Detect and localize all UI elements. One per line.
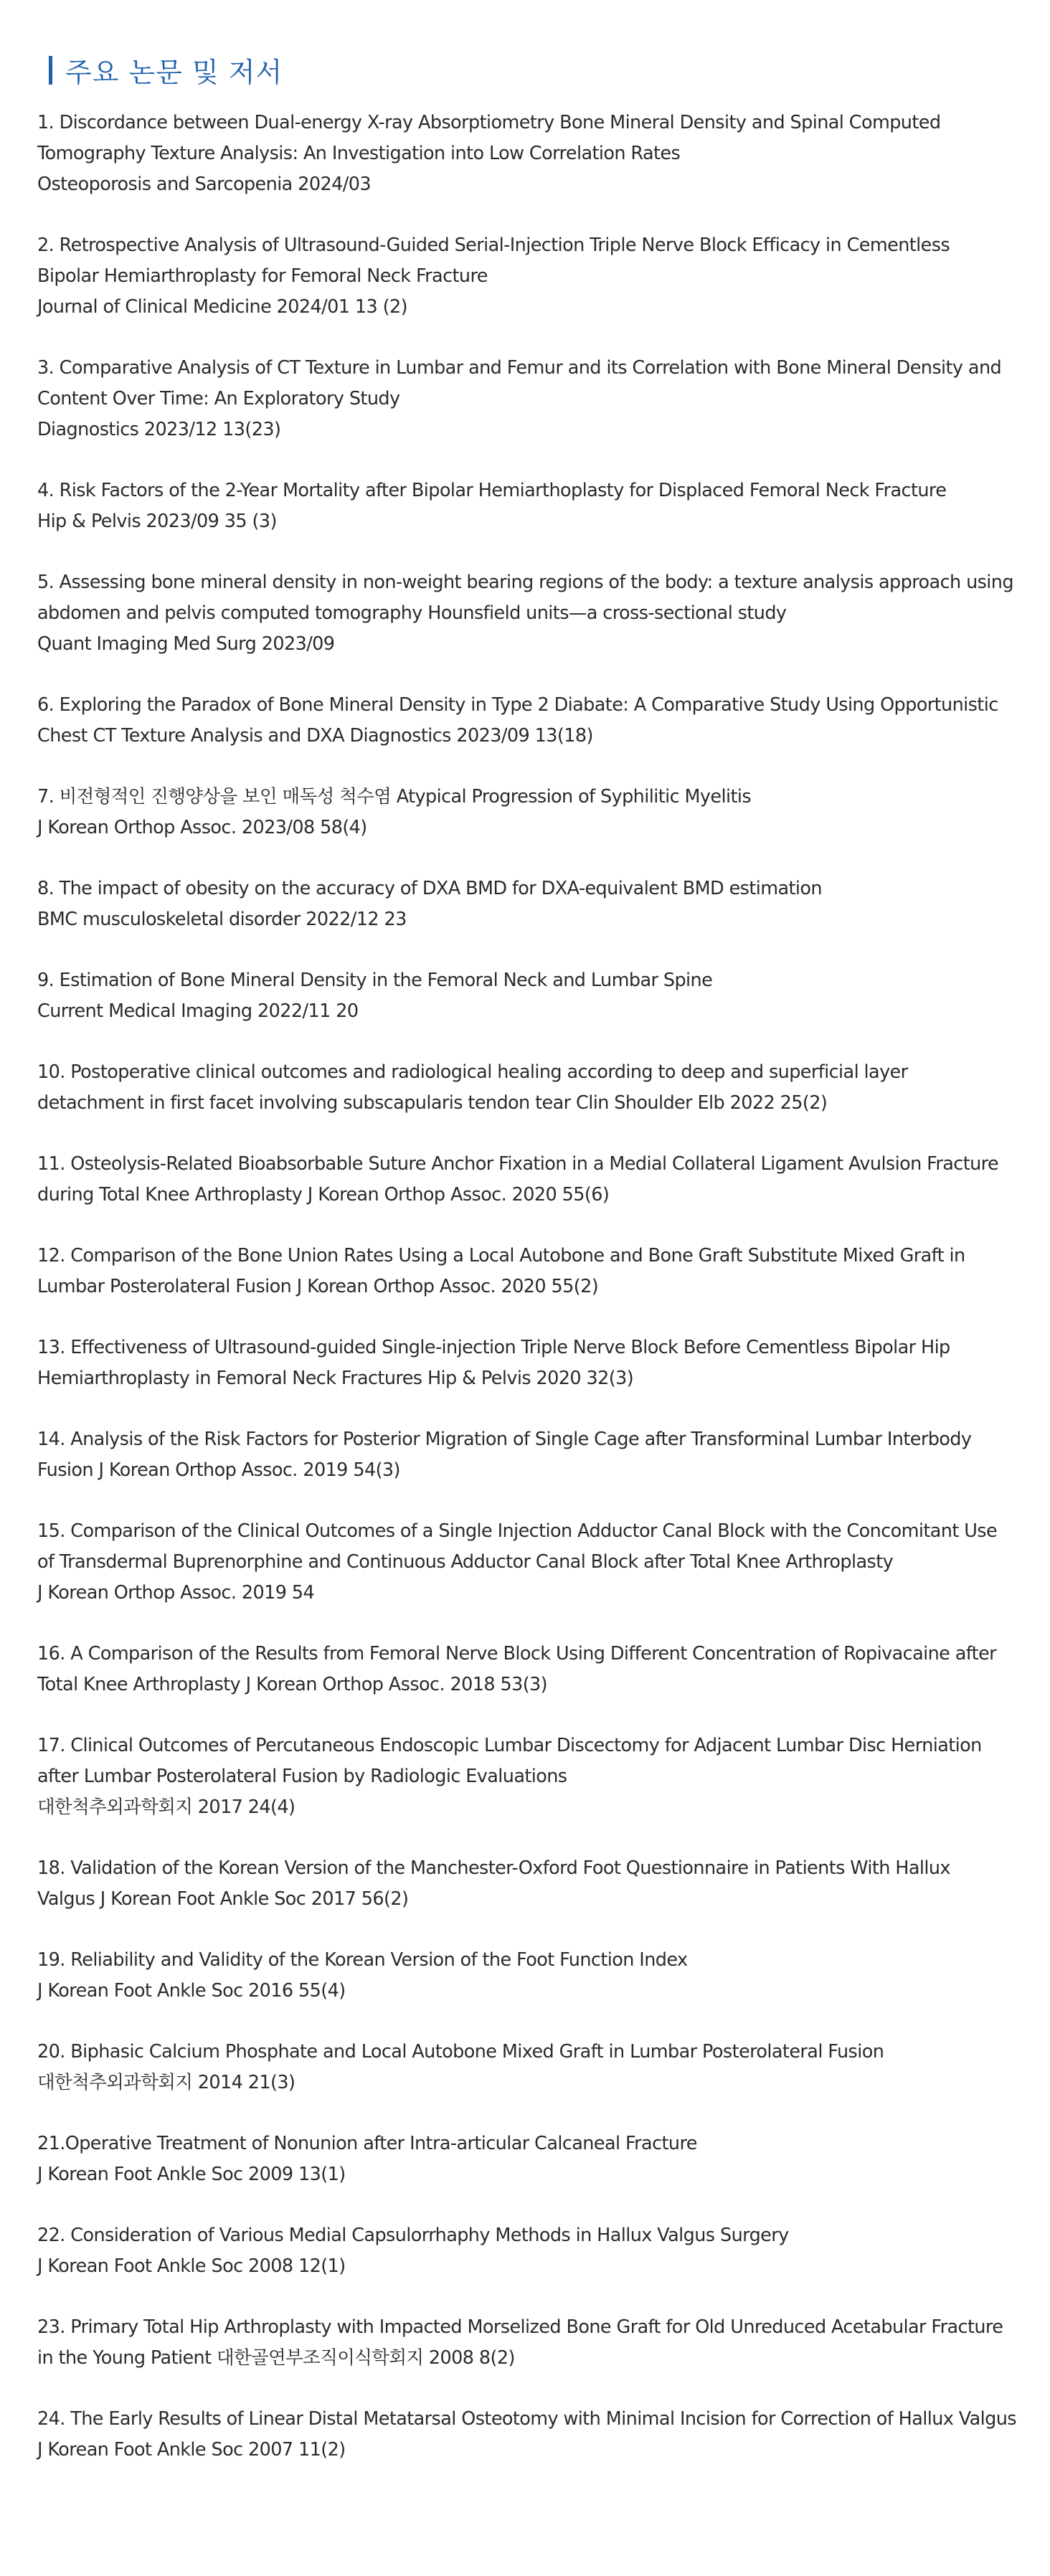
publication-line: 2. Retrospective Analysis of Ultrasound-Guided Serial-Injection Triple Nerve Block Efficacy in Cementless xyxy=(37,235,950,256)
publication-line: Tomography Texture Analysis: An Investigation into Low Correlation Rates xyxy=(37,143,681,164)
publication-item xyxy=(37,1516,1041,1609)
publication-line: BMC musculoskeletal disorder 2022/12 23 xyxy=(37,909,407,930)
publication-line: 12. Comparison of the Bone Union Rates Using a Local Autobone and Bone Graft Substitute Mixed Graft in xyxy=(37,1245,965,1266)
publication-item xyxy=(37,1424,1041,1486)
publication-line: Osteoporosis and Sarcopenia 2024/03 xyxy=(37,174,371,195)
publication-line: 15. Comparison of the Clinical Outcomes of a Single Injection Adductor Canal Block with the Concomitant Use xyxy=(37,1520,998,1542)
publication-list xyxy=(37,108,1041,2496)
publication-line: 3. Comparative Analysis of CT Texture in Lumbar and Femur and its Correlation with Bone Mineral Density and xyxy=(37,357,1002,379)
publication-line: 대한척추외과학회지 2014 21(3) xyxy=(37,2072,295,2093)
publication-item xyxy=(37,108,1041,200)
publication-line: during Total Knee Arthroplasty J Korean Orthop Assoc. 2020 55(6) xyxy=(37,1184,610,1206)
publication-line: 24. The Early Results of Linear Distal Metatarsal Osteotomy with Minimal Incision for Correction of Hallux Valgus xyxy=(37,2408,1016,2430)
publication-line: 23. Primary Total Hip Arthroplasty with Impacted Morselized Bone Graft for Old Unreduced Acetabular Fracture xyxy=(37,2316,1003,2338)
publication-item xyxy=(37,690,1041,752)
publication-item xyxy=(37,2404,1041,2466)
publication-line: abdomen and pelvis computed tomography Hounsfield units—a cross-sectional study xyxy=(37,602,787,624)
publication-line: 7. 비전형적인 진행양상을 보인 매독성 척수염 Atypical Progression of Syphilitic Myelitis xyxy=(37,786,752,808)
publication-line: 16. A Comparison of the Results from Femoral Nerve Block Using Different Concentration of Ropivacaine after xyxy=(37,1643,997,1665)
publication-line: detachment in first facet involving subscapularis tendon tear Clin Shoulder Elb 2022 25(2) xyxy=(37,1092,828,1114)
publication-line: Bipolar Hemiarthroplasty for Femoral Neck Fracture xyxy=(37,265,488,287)
publication-line: 4. Risk Factors of the 2-Year Mortality after Bipolar Hemiarthoplasty for Displaced Femoral Neck Fracture xyxy=(37,480,947,501)
publication-item xyxy=(37,1639,1041,1700)
publication-line: J Korean Foot Ankle Soc 2009 13(1) xyxy=(37,2164,346,2185)
publication-item xyxy=(37,2312,1041,2374)
publication-line: 14. Analysis of the Risk Factors for Posterior Migration of Single Cage after Transforminal Lumbar Interbody xyxy=(37,1429,972,1450)
publication-line: 8. The impact of obesity on the accuracy of DXA BMD for DXA-equivalent BMD estimation xyxy=(37,878,822,899)
publication-item xyxy=(37,1945,1041,2007)
publication-item xyxy=(37,1332,1041,1394)
section-title xyxy=(46,50,283,90)
publication-line: 21.Operative Treatment of Nonunion after Intra-articular Calcaneal Fracture xyxy=(37,2133,697,2154)
publication-line: 19. Reliability and Validity of the Korean Version of the Foot Function Index xyxy=(37,1949,688,1971)
publication-line: Quant Imaging Med Surg 2023/09 xyxy=(37,633,335,655)
publication-line: Chest CT Texture Analysis and DXA Diagnostics 2023/09 13(18) xyxy=(37,725,593,747)
publication-line: Lumbar Posterolateral Fusion J Korean Orthop Assoc. 2020 55(2) xyxy=(37,1276,599,1297)
publication-item xyxy=(37,2037,1041,2098)
publication-line: 22. Consideration of Various Medial Capsulorrhaphy Methods in Hallux Valgus Surgery xyxy=(37,2225,789,2246)
publication-line: Content Over Time: An Exploratory Study xyxy=(37,388,400,409)
publication-item xyxy=(37,475,1041,537)
publication-line: J Korean Foot Ankle Soc 2007 11(2) xyxy=(37,2439,346,2461)
publication-line: Total Knee Arthroplasty J Korean Orthop Assoc. 2018 53(3) xyxy=(37,1674,548,1695)
publication-item xyxy=(37,2220,1041,2282)
publication-line: 18. Validation of the Korean Version of the Manchester-Oxford Foot Questionnaire in Patients With Hallux xyxy=(37,1857,950,1879)
publication-item xyxy=(37,1149,1041,1211)
publication-line: 13. Effectiveness of Ultrasound-guided Single-injection Triple Nerve Block Before Cementless Bipolar Hip xyxy=(37,1337,950,1358)
section-title-text: 주요 논문 및 저서 xyxy=(65,57,283,89)
publication-item xyxy=(37,2128,1041,2190)
publication-item xyxy=(37,567,1041,660)
title-accent-bar xyxy=(49,56,52,85)
publication-line: after Lumbar Posterolateral Fusion by Radiologic Evaluations xyxy=(37,1766,567,1787)
publication-line: J Korean Foot Ankle Soc 2008 12(1) xyxy=(37,2255,346,2277)
publication-item xyxy=(37,782,1041,843)
publication-line: in the Young Patient 대한골연부조직이식학회지 2008 8(2) xyxy=(37,2347,515,2369)
publication-line: 1. Discordance between Dual-energy X-ray Absorptiometry Bone Mineral Density and Spinal Computed xyxy=(37,112,941,133)
publication-line: Fusion J Korean Orthop Assoc. 2019 54(3) xyxy=(37,1459,400,1481)
publication-line: 6. Exploring the Paradox of Bone Mineral Density in Type 2 Diabate: A Comparative Study Using Opportunistic xyxy=(37,694,998,716)
publication-line: Journal of Clinical Medicine 2024/01 13 (2) xyxy=(37,296,407,318)
publication-line: 5. Assessing bone mineral density in non-weight bearing regions of the body: a texture analysis approach using xyxy=(37,572,1013,593)
publication-line: 11. Osteolysis-Related Bioabsorbable Suture Anchor Fixation in a Medial Collateral Ligament Avulsion Fracture xyxy=(37,1153,999,1175)
publication-line: J Korean Foot Ankle Soc 2016 55(4) xyxy=(37,1980,346,2002)
publication-item xyxy=(37,1057,1041,1119)
publication-line: 대한척추외과학회지 2017 24(4) xyxy=(37,1796,295,1818)
publication-line: Current Medical Imaging 2022/11 20 xyxy=(37,1000,359,1022)
publication-item xyxy=(37,1241,1041,1302)
publication-line: 17. Clinical Outcomes of Percutaneous Endoscopic Lumbar Discectomy for Adjacent Lumbar Disc Herniation xyxy=(37,1735,982,1756)
publication-item xyxy=(37,353,1041,445)
publication-item xyxy=(37,1730,1041,1823)
publication-line: Valgus J Korean Foot Ankle Soc 2017 56(2) xyxy=(37,1888,409,1910)
publication-line: Hip & Pelvis 2023/09 35 (3) xyxy=(37,511,277,532)
publication-line: 10. Postoperative clinical outcomes and radiological healing according to deep and superficial layer xyxy=(37,1061,908,1083)
publication-line: of Transdermal Buprenorphine and Continuous Adductor Canal Block after Total Knee Arthroplasty xyxy=(37,1551,894,1573)
publication-line: J Korean Orthop Assoc. 2019 54 xyxy=(37,1582,315,1604)
publication-item xyxy=(37,230,1041,323)
publication-item xyxy=(37,873,1041,935)
publication-item xyxy=(37,1853,1041,1915)
publication-line: 20. Biphasic Calcium Phosphate and Local Autobone Mixed Graft in Lumbar Posterolateral Fusion xyxy=(37,2041,884,2063)
publication-line: Hemiarthroplasty in Femoral Neck Fractures Hip & Pelvis 2020 32(3) xyxy=(37,1368,634,1389)
publication-line: J Korean Orthop Assoc. 2023/08 58(4) xyxy=(37,817,367,838)
publication-line: 9. Estimation of Bone Mineral Density in the Femoral Neck and Lumbar Spine xyxy=(37,970,713,991)
publication-item xyxy=(37,965,1041,1027)
publication-line: Diagnostics 2023/12 13(23) xyxy=(37,419,281,440)
